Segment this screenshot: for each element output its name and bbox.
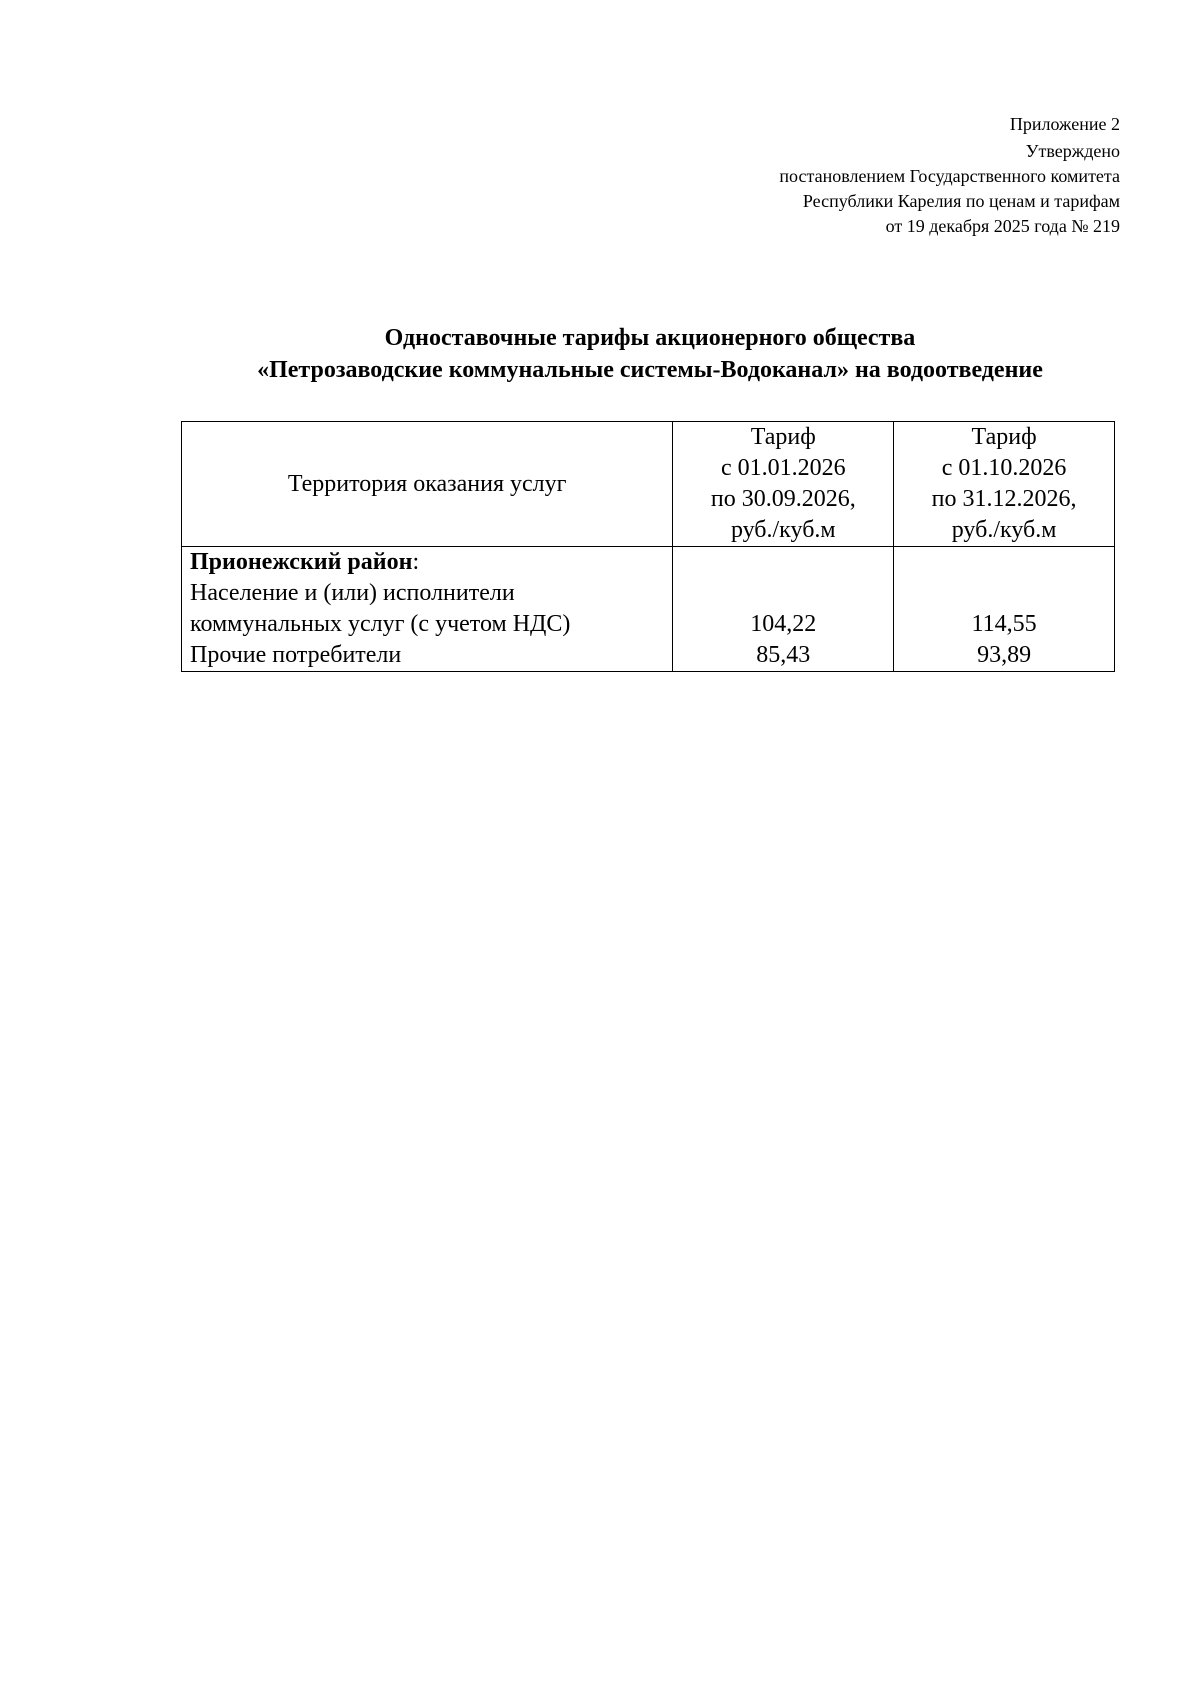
header-tariff-2-line: по 31.12.2026, bbox=[931, 486, 1077, 512]
header-tariff-2 bbox=[894, 422, 1115, 547]
blank-line bbox=[902, 547, 1106, 578]
others-label: Прочие потребители bbox=[190, 642, 402, 668]
district-line bbox=[190, 547, 664, 578]
tariff-2-cell bbox=[894, 547, 1115, 672]
population-tariff-1: 104,22 bbox=[750, 611, 817, 637]
approval-line-3: от 19 декабря 2025 года № 219 bbox=[885, 216, 1120, 236]
population-tariff-2: 114,55 bbox=[971, 611, 1037, 637]
tariff-1-cell bbox=[673, 547, 894, 672]
header-tariff-1-line: руб./куб.м bbox=[730, 517, 836, 543]
header-tariff-1-line: Тариф bbox=[750, 424, 816, 450]
header-tariff-1-line: с 01.01.2026 bbox=[720, 455, 846, 481]
population-label-line-2: коммунальных услуг (с учетом НДС) bbox=[190, 611, 571, 637]
title-line-2: «Петрозаводские коммунальные системы-Водоканал» на водоотведение bbox=[257, 357, 1043, 383]
table-row bbox=[182, 547, 1115, 672]
approval-block bbox=[779, 112, 1120, 239]
blank-line bbox=[681, 578, 885, 609]
others-tariff-2: 93,89 bbox=[977, 642, 1032, 668]
blank-line bbox=[681, 547, 885, 578]
blank-line bbox=[902, 578, 1106, 609]
approval-line-2: Республики Карелия по ценам и тарифам bbox=[802, 191, 1120, 211]
header-tariff-2-line: Тариф bbox=[971, 424, 1037, 450]
header-tariff-2-line: руб./куб.м bbox=[951, 517, 1057, 543]
others-tariff-1: 85,43 bbox=[756, 642, 811, 668]
district-suffix: : bbox=[412, 549, 420, 575]
header-territory: Территория оказания услуг bbox=[182, 422, 673, 547]
district-name: Прионежский район bbox=[190, 549, 413, 575]
appendix-label: Приложение 2 bbox=[1009, 114, 1120, 134]
title-line-1: Одноставочные тарифы акционерного общества bbox=[384, 325, 916, 351]
approved-label: Утверждено bbox=[1025, 141, 1120, 161]
header-tariff-1 bbox=[673, 422, 894, 547]
document-title bbox=[160, 322, 1140, 386]
header-tariff-2-line: с 01.10.2026 bbox=[941, 455, 1067, 481]
population-label-line-1: Население и (или) исполнители bbox=[190, 580, 515, 606]
header-tariff-1-line: по 30.09.2026, bbox=[710, 486, 856, 512]
tariff-table bbox=[181, 421, 1115, 672]
approval-line-1: постановлением Государственного комитета bbox=[779, 166, 1120, 186]
territory-cell bbox=[182, 547, 673, 672]
table-header-row bbox=[182, 422, 1115, 547]
